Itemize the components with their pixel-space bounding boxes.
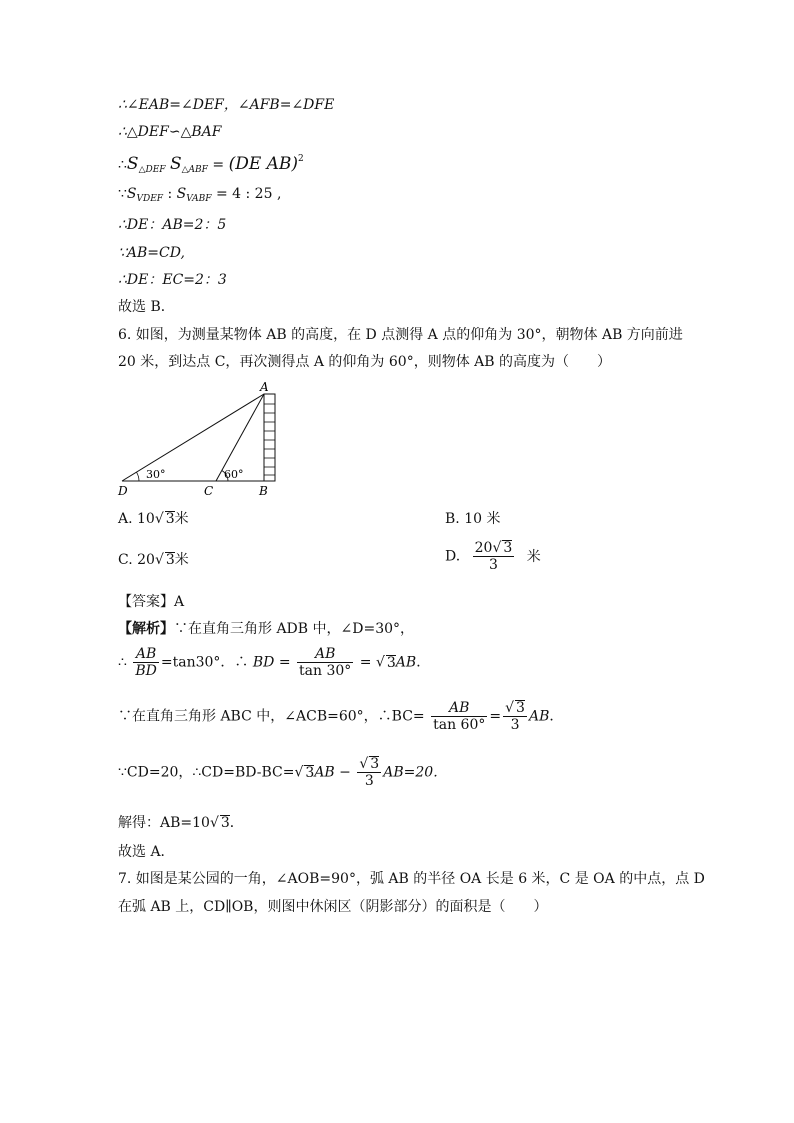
subscript: VABF xyxy=(186,194,212,204)
fraction-root3-over-3: $\frac{√ 3}{3}$ xyxy=(505,700,525,733)
q6-choice-D[interactable]: D. $\frac{20√ 3}{3}$ 米 xyxy=(445,540,541,573)
ratio-expression: (DE AB) xyxy=(228,154,299,174)
q6-analysis-intro: 【解析】∵在直角三角形 ADB 中，∠D=30°， xyxy=(118,621,415,637)
proof-line-1: ∴∠EAB=∠DEF，∠AFB=∠DFE xyxy=(118,97,335,113)
angle-label-30: 30° xyxy=(146,468,166,481)
label-C: C xyxy=(204,484,214,498)
q6-stem-line-1: 6. 如图，为测量某物体 AB 的高度，在 D 点测得 A 点的仰角为 30°，朝物体 AB 方向前进 xyxy=(118,327,683,343)
q6-triangle-figure xyxy=(112,378,282,500)
subscript: VDEF xyxy=(136,194,164,204)
q6-analysis-line-1: ∴ $\frac{AB}{BD}$ =tan30°．∴ BD = $\frac{AB}{\tan 30^\circ}$ = √ 3AB． xyxy=(118,646,431,679)
label-D: D xyxy=(118,484,128,498)
proof-line-2: ∴△DEF∽△BAF xyxy=(118,124,222,140)
q6-analysis-line-4: 解得：AB=10√ 3． xyxy=(118,815,244,831)
q6-answer: 【答案】A xyxy=(118,594,185,610)
object-AB xyxy=(264,394,275,481)
subscript: △DEF xyxy=(138,165,166,175)
object-AB-rungs xyxy=(264,404,275,475)
q6-choice-C[interactable]: C. 20√ 3米 xyxy=(118,552,189,568)
area-symbol: S xyxy=(169,154,182,174)
proof-line-3 xyxy=(118,150,304,179)
proof-conclusion: 故选 B． xyxy=(118,299,175,315)
angle-arc-D xyxy=(137,472,140,481)
proof-line-7: ∴DE：EC=2：3 xyxy=(118,272,227,288)
proof-line-6: ∵AB=CD, xyxy=(118,245,185,261)
equals-sign: = xyxy=(212,157,225,173)
q6-analysis-line-2: ∵在直角三角形 ABC 中，∠ACB=60°，∴BC= $\frac{AB}{\tan 60^\circ}$ = $\frac{√ 3}{3}$ AB． xyxy=(118,700,564,733)
ratio-value: = 4 : 25 , xyxy=(215,186,282,202)
q6-analysis-conclusion: 故选 A． xyxy=(118,844,175,860)
because-symbol: ∵ xyxy=(118,186,127,202)
q6-choice-B[interactable]: B. 10 米 xyxy=(445,511,501,527)
proof-line-4: $\because S_{VDEF}$ : $S_{VABF} = 4$ : 25 , xyxy=(118,186,282,204)
angle-label-60: 60° xyxy=(224,468,244,481)
fraction-root3-over-3: $\frac{√ 3}{3}$ xyxy=(359,756,380,789)
therefore-symbol: ∴ xyxy=(118,157,127,173)
fraction-AB-tan60: $\frac{AB}{\tan 60^\circ}$ xyxy=(433,700,486,733)
q6-stem-line-2: 20 米，到达点 C，再次测得点 A 的仰角为 60°，则物体 AB 的高度为（ ） xyxy=(118,354,611,370)
choice-D-fraction: $\frac{20√ 3}{3}$ xyxy=(474,540,513,573)
q7-stem-line-2: 在弧 AB 上，CD∥OB，则图中休闲区（阴影部分）的面积是（ ） xyxy=(118,899,548,915)
proof-line-5: ∴DE：AB=2：5 xyxy=(118,217,227,233)
q6-choice-A[interactable]: A. 10√ 3米 xyxy=(118,511,189,527)
label-B: B xyxy=(259,484,268,498)
exponent: 2 xyxy=(298,154,304,164)
area-symbol: S xyxy=(126,154,139,174)
q7-stem-line-1: 7. 如图是某公园的一角，∠AOB=90°，弧 AB 的半径 OA 长是 6 米，C 是 OA 的中点，点 D xyxy=(118,871,705,887)
fraction-AB-BD: $\frac{AB}{BD}$ xyxy=(135,646,157,679)
q6-analysis-line-3: ∵CD=20，∴CD=BD-BC=√ 3AB − $\frac{√ 3}{3}$ AB=20． xyxy=(118,756,448,789)
fraction-AB-tan30: $\frac{AB}{\tan 30^\circ}$ xyxy=(299,646,352,679)
subscript: △ABF xyxy=(181,165,208,175)
label-A: A xyxy=(260,380,269,394)
